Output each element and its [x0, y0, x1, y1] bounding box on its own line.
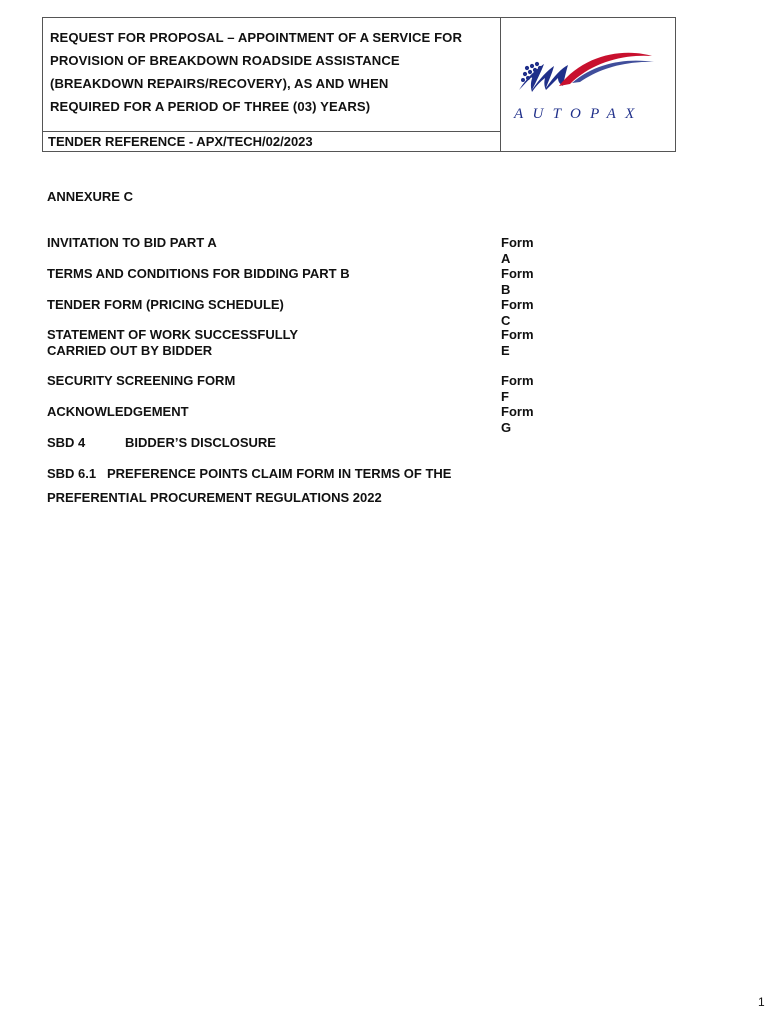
rfp-title-line: PROVISION OF BREAKDOWN ROADSIDE ASSISTANCE [50, 53, 400, 68]
item-label-line: STATEMENT OF WORK SUCCESSFULLY [47, 327, 299, 342]
item-label [47, 327, 487, 359]
form-label: Form F [501, 373, 534, 404]
item-label: TERMS AND CONDITIONS FOR BIDDING PART B [47, 266, 350, 281]
sbd61-line: SBD 6.1 PREFERENCE POINTS CLAIM FORM IN TERMS OF THE [47, 466, 452, 481]
form-label: Form E [501, 327, 534, 358]
rfp-title-line: (BREAKDOWN REPAIRS/RECOVERY), AS AND WHEN [50, 76, 389, 91]
item-label: SECURITY SCREENING FORM [47, 373, 236, 388]
sbd4-label: BIDDER’S DISCLOSURE [125, 435, 276, 450]
autopax-swoosh-icon [514, 46, 664, 104]
form-label: Form G [501, 404, 534, 435]
list-item [47, 404, 534, 435]
tender-reference: TENDER REFERENCE - APX/TECH/02/2023 [43, 132, 501, 152]
list-item [47, 266, 534, 297]
list-item [47, 327, 534, 359]
rfp-title [43, 18, 501, 132]
autopax-logo [501, 18, 676, 151]
rfp-title-line: REQUIRED FOR A PERIOD OF THREE (03) YEARS) [50, 99, 371, 114]
list-item [47, 235, 534, 266]
annexure-heading: ANNEXURE C [47, 189, 133, 204]
item-label: ACKNOWLEDGEMENT [47, 404, 189, 419]
rfp-title-line: REQUEST FOR PROPOSAL – APPOINTMENT OF A SERVICE FOR [50, 30, 463, 45]
list-item [47, 297, 534, 328]
item-label: TENDER FORM (PRICING SCHEDULE) [47, 297, 284, 312]
sbd61-line: PREFERENTIAL PROCUREMENT REGULATIONS 2022 [47, 490, 382, 505]
form-label: Form C [501, 297, 534, 328]
sbd4-code: SBD 4 [47, 435, 86, 450]
document-header-table [42, 17, 676, 152]
page-number: 1 [758, 995, 765, 1009]
item-label-line: CARRIED OUT BY BIDDER [47, 343, 213, 358]
sbd4-item [47, 431, 276, 456]
form-label: Form B [501, 266, 534, 297]
autopax-logo-text: AUTOPAX [514, 106, 644, 122]
form-label: Form A [501, 235, 534, 266]
list-item [47, 373, 534, 404]
item-label: INVITATION TO BID PART A [47, 235, 217, 250]
